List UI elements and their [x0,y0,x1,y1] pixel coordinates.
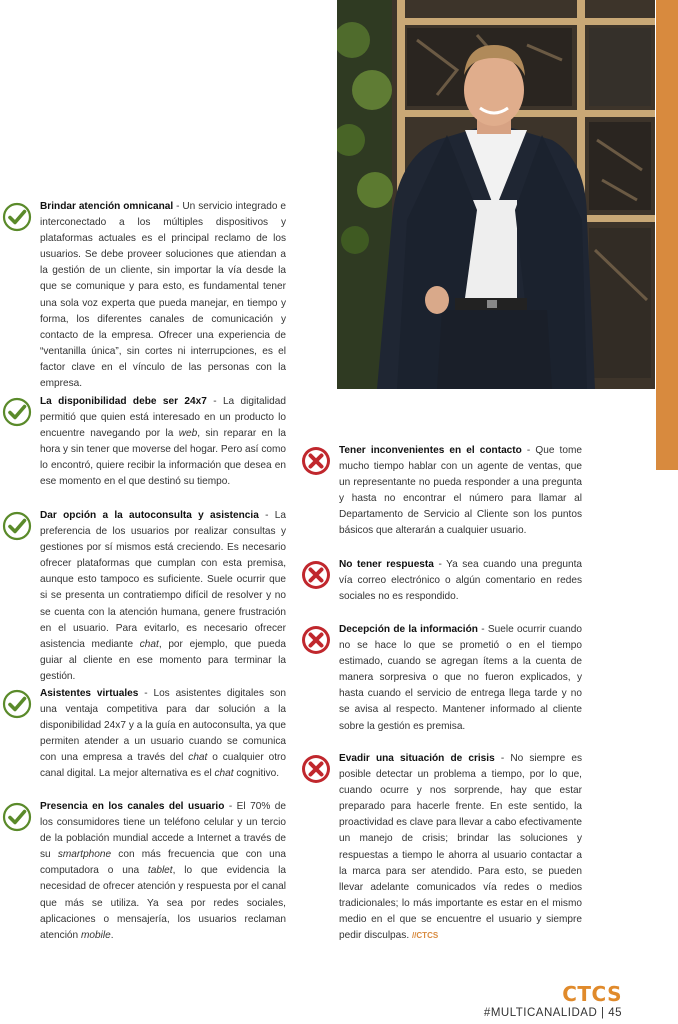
list-item-presencia [40,799,286,944]
list-item-omnicanal [40,199,286,392]
item-text: Ya sea cuando una pregunta vía correo electrónico o algún comentario en redes sociales no es respondido. [339,559,582,603]
cross-icon [301,754,331,784]
item-title: Presencia en los canales del usuario [40,801,225,812]
item-text: con más frecuencia que con una computadora o una [40,849,286,877]
check-icon [2,397,32,427]
cross-icon [301,625,331,655]
list-item-24x7 [40,394,286,491]
item-text: El 70% de los consumidores tiene un teléfono celular y un tercio de la población mundial accede a Internet a través de su [40,801,286,861]
item-title: Evadir una situación de crisis [339,753,495,764]
item-paragraph: No tener respuesta - Ya sea cuando una pregunta vía correo electrónico o algún comentario en redes sociales no es respondido. [339,559,582,603]
item-paragraph: Brindar atención omnicanal - Un servicio integrado e interconectado a los múltiples dispositivos y plataformas actuales es el principal reclamo de los usuarios. Se debe proveer soluciones que atiendan a la gestión de un cliente, sin importar la vía desde la que se comunique y para esto, es fundamental tener una sola voz experta que pueda manejar, en tiempo y forma, los diferentes canales de comunicación y contacto de la empresa. Ofrecer una experiencia de “ventanilla única”, sin cortes ni interrupciones, es el factor clave en el vínculo de las personas con la empresa. [40,201,286,390]
item-text: Suele ocurrir cuando no se hace lo que se prometió o en el tiempo estimado, cuando se agregan ítems a la cuenta de manera sorpresiva o que no fueron explicados, y hasta cuando el servicio de entrega llega tarde y no se avisa al respecto. Mantener informado al cliente sobre la gestión es premisa. [339,624,583,732]
list-item-sin-respuesta [339,557,582,605]
item-text: Un servicio integrado e interconectado a los múltiples dispositivos y plataformas actuales es el principal reclamo de los usuarios. Se debe proveer soluciones que atiendan a la gestión de un cliente, sin importar la vía desde la que se comunique y para esto, es fundamental tener una sola voz experta que pueda manejar, en tiempo y forma, los diferentes canales de comunicación y contacto de la empresa. Ofrecer una experiencia de “ventanilla única”, sin cortes ni interrupciones, es el factor clave en el vínculo de las personas con la empresa. [40,201,286,390]
item-paragraph: Dar opción a la autoconsulta y asistencia - La preferencia de los usuarios por realizar consultas y gestiones por sí mismos está creciendo. Es necesario ofrecer plataformas que cumplan con esta premisa, aunque esto tampoco es suficiente. Suele ocurrir que si se presenta un contratiempo difícil de resolver y no se cuenta con la atención humana, genere frustración en el usuario. Para evitarlo, es necesario ofrecer asistencia mediante chat, por ejemplo, que pueda guiar al cliente en ese momento para terminar la gestión. [40,510,286,682]
item-paragraph: Evadir una situación de crisis - No siempre es posible detectar un problema a tiempo, por lo que, cuando ocurre y nos sorprende, hay que estar preparado para hacerle frente. En este sentido, la proactividad es clave para llevar a cabo efectivamente un manejo de crisis; brindar las soluciones y respuestas a tiempo le ahorra al usuario contactar a la marca para ser atendido. Para esto, se pueden llevar adelante comunicados vía redes o medios tradicionales; lo más importante es estar en el mismo medio en el que se encuentre el usuario y siempre pedir disculpas. //CTCS [339,753,582,942]
list-item-decepcion [339,622,582,735]
item-text-italic: web [178,428,198,440]
cross-icon [301,560,331,590]
item-text-italic: smartphone [57,849,112,861]
list-item-inconvenientes [339,443,582,540]
item-text: cognitivo. [233,768,280,780]
item-text: Que tome mucho tiempo hablar con un agente de ventas, que un representante no pueda responder a una pregunta y hasta no encontrar el número para llamar al Departamento de Servicio al Cliente son los puntos básicos que alterarán a cualquier usuario. [339,445,582,537]
item-text: o cualquier otro canal digital. La mejor alternativa es el [40,752,286,780]
cross-icon [301,446,331,476]
item-title: Brindar atención omnicanal [40,201,174,212]
item-text-italic: chat [139,638,159,650]
item-text-italic: mobile [80,929,111,941]
item-title: No tener respuesta [339,559,434,570]
item-text: . [110,929,114,941]
portrait-photo [337,0,655,389]
check-icon [2,511,32,541]
item-text-italic: tablet [147,865,173,877]
item-text: La preferencia de los usuarios por realizar consultas y gestiones por sí mismos está creciendo. Es necesario ofrecer plataformas que cumplan con esta premisa, aunque esto tampoco es suficiente. Suele ocurrir que si se presenta un contratiempo difícil de resolver y no se cuenta con la atención humana, genere frustración en el usuario. Para evitarlo, es necesario ofrecer asistencia mediante [40,510,286,650]
item-text-italic: chat [214,768,234,780]
item-text: No siempre es posible detectar un problema a tiempo, por lo que, cuando ocurre y nos sorprende, hay que estar preparado para hacerle frente. En este sentido, la proactividad es clave para llevar a cabo efectivamente un manejo de crisis; brindar las soluciones y respuestas a tiempo le ahorra al usuario contactar a la marca para ser atendido. Para esto, se pueden llevar adelante comunicados vía redes o medios tradicionales; lo más importante es estar en el mismo medio en el que se encuentre el usuario y siempre pedir disculpas. [339,753,582,942]
item-text: , lo que evidencia la necesidad de ofrecer atención y respuesta por el canal que más se utiliza. Ya sea por redes sociales, aplicaciones o mensajería, los usuarios reclaman atención [40,865,286,941]
page-number: 45 [608,1007,622,1019]
section-name: #MULTICANALIDAD [483,1007,598,1019]
ctcs-logo: CTCS [562,982,622,1006]
signature: //CTCS [411,931,439,941]
item-text: , sin reparar en la hora y sin tener que moverse del hogar. Pero así como lo encontró, quiere recibir la información que desea en ese momento en el que destinó su tiempo. [40,428,286,488]
item-paragraph: Presencia en los canales del usuario - El 70% de los consumidores tiene un teléfono celular y un tercio de la población mundial accede a Internet a través de su smartphone con más frecuencia que con una computadora o una tablet, lo que evidencia la necesidad de ofrecer atención y respuesta por el canal que más se utiliza. Ya sea por redes sociales, aplicaciones o mensajería, los usuarios reclaman atención mobile. [40,801,286,941]
item-title: La disponibilidad debe ser 24x7 [40,396,207,407]
item-paragraph: Decepción de la información - Suele ocurrir cuando no se hace lo que se prometió o en el tiempo estimado, cuando se agregan ítems a la cuenta de manera sorpresiva o que no fueron explicados, y hasta cuando el servicio de entrega llega tarde y no se avisa al respecto. Mantener informado al cliente sobre la gestión es premisa. [339,624,583,732]
list-item-crisis [339,751,582,944]
item-paragraph: Tener inconvenientes en el contacto - Que tome mucho tiempo hablar con un agente de ventas, que un representante no pueda responder a una pregunta y hasta no encontrar el número para llamar al Departamento de Servicio al Cliente son los puntos básicos que alterarán a cualquier usuario. [339,445,582,537]
check-icon [2,689,32,719]
item-text: Los asistentes digitales son una ventaja competitiva para dar solución a la disponibilidad 24x7 y a la guía en autoconsulta, ya que permiten atender a un usuario cuando se comunica con una empresa a través del [40,688,286,764]
page-footer [484,1007,622,1019]
item-title: Decepción de la información [339,624,478,635]
item-paragraph: La disponibilidad debe ser 24x7 - La digitalidad permitió que quien está interesado en un producto lo encuentre navegando por la web, sin reparar en la hora y sin tener que moverse del hogar. Pero así como lo encontró, quiere recibir la información que desea en ese momento en el que destinó su tiempo. [40,396,286,488]
item-paragraph: Asistentes virtuales - Los asistentes digitales son una ventaja competitiva para dar solución a la disponibilidad 24x7 y a la guía en autoconsulta, ya que permiten atender a un usuario cuando se comunica con una empresa a través del chat o cualquier otro canal digital. La mejor alternativa es el chat cognitivo. [40,688,286,780]
item-text: La digitalidad permitió que quien está interesado en un producto lo encuentre navegando por la [40,396,286,440]
item-text-italic: chat [188,752,208,764]
item-title: Tener inconvenientes en el contacto [339,445,522,456]
list-item-autoconsulta [40,508,286,685]
check-icon [2,202,32,232]
item-text: , por ejemplo, que pueda guiar al cliente en ese momento para terminar la gestión. [40,638,286,682]
item-title: Dar opción a la autoconsulta y asistencia [40,510,259,521]
check-icon [2,802,32,832]
footer-separator: | [601,1007,605,1019]
item-title: Asistentes virtuales [40,688,139,699]
decorative-orange-bar [656,0,678,470]
list-item-asistentes [40,686,286,783]
